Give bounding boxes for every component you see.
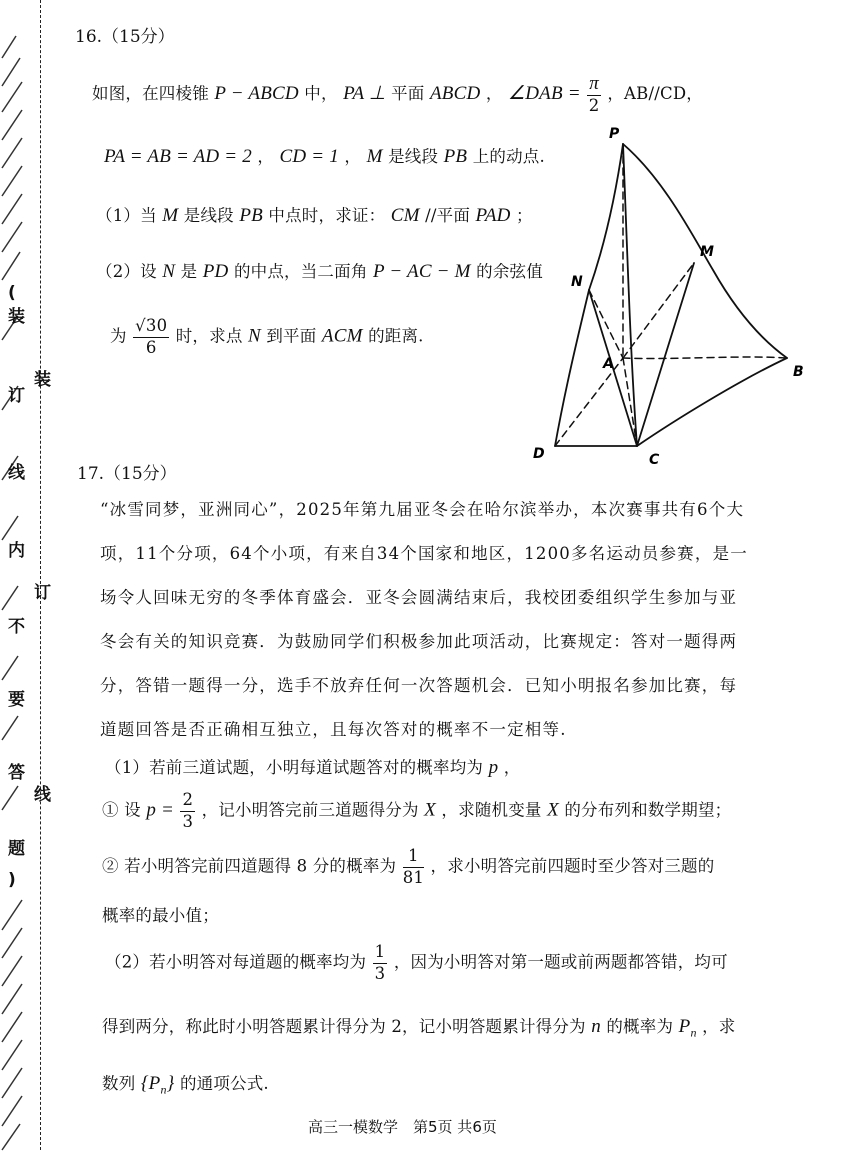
math: X <box>424 799 436 821</box>
text: 如图，在四棱锥 <box>92 83 209 103</box>
binding-char-nei: 内 <box>8 541 25 561</box>
text: ② 若小明答完前四道题得 8 分的概率为 <box>102 856 397 876</box>
text: 数列 <box>102 1074 136 1093</box>
binding-dashed-line <box>40 0 41 1150</box>
one-81st-fraction <box>403 848 424 886</box>
frac-den: 2 <box>588 96 600 115</box>
math: ACM <box>321 325 363 347</box>
text: 中点时，求证： <box>268 206 386 225</box>
q17-part-2-line-2 <box>102 1013 736 1040</box>
q16-line-1 <box>92 74 703 115</box>
math: P <box>678 1016 691 1037</box>
math: M <box>162 205 179 226</box>
text: ，求随机变量 <box>441 800 542 820</box>
label-N: N <box>571 274 583 290</box>
text: ， <box>344 147 362 166</box>
text: ，因为小明答对第一题或前两题都答错，均可 <box>393 952 728 972</box>
q17-para-line-5: 分，答错一题得一分，选手不放弃任何一次答题机会．已知小明报名参加比赛，每 <box>100 676 738 695</box>
edge-AB-dashed <box>623 357 787 358</box>
two-thirds-fraction <box>180 792 195 830</box>
frac-num: 1 <box>373 944 388 964</box>
q16-title: 16.（15分） <box>75 27 175 47</box>
binding-paren-open: ( <box>8 283 16 303</box>
subscript: n <box>690 1025 697 1040</box>
text: ，记小明答完前三道题得分为 <box>201 800 419 820</box>
text: 得到两分，称此时小明答题累计得分为 2，记小明答题累计得分为 <box>102 1017 586 1036</box>
page-footer: 高三一模数学 第5页 共6页 <box>308 1118 497 1136</box>
text: ， <box>257 147 275 166</box>
binding-inner-zhuang: 装 <box>34 370 51 390</box>
text: ，求 <box>702 1017 736 1036</box>
math: PA ⊥ <box>343 82 386 104</box>
text: （1）当 <box>96 206 157 225</box>
subscript: n <box>160 1082 167 1097</box>
text: ① 设 <box>102 800 141 820</box>
binding-inner-ding: 订 <box>34 583 51 603</box>
binding-char-ding: 订 <box>8 386 25 406</box>
text: （2）若小明答对每道题的概率均为 <box>105 952 367 972</box>
math: PAD <box>475 205 511 226</box>
label-C: C <box>649 452 660 468</box>
math: PB <box>443 146 468 167</box>
math: N <box>162 261 176 282</box>
frac-den: 6 <box>145 337 157 357</box>
binding-inner-xian: 线 <box>34 785 51 805</box>
binding-char-da: 答 <box>8 763 25 783</box>
q16-part-2-cont <box>110 318 424 356</box>
text: 是 <box>180 262 198 281</box>
text: （2）设 <box>96 262 157 281</box>
text: 的余弦值 <box>476 262 543 281</box>
text: 时，求点 <box>175 326 243 346</box>
label-B: B <box>793 364 804 380</box>
binding-char-ti: 题 <box>8 839 25 859</box>
text: 中， <box>304 83 338 103</box>
math: {P <box>140 1073 161 1094</box>
math: p = <box>146 799 174 821</box>
one-third-fraction <box>373 944 388 982</box>
text: 的分布列和数学期望； <box>564 800 732 820</box>
sqrt30-over-6-fraction <box>133 318 169 356</box>
frac-num: 2 <box>180 792 195 812</box>
math: X <box>547 799 559 821</box>
q17-part-2-line-3 <box>102 1070 269 1097</box>
text: ，AB//CD， <box>607 83 703 103</box>
frac-den: 81 <box>402 867 425 887</box>
binding-char-xian: 线 <box>8 463 25 483</box>
math: P − AC − M <box>373 261 471 282</box>
math: ABCD <box>429 82 481 104</box>
text: ， <box>485 83 503 103</box>
q17-para-line-3: 场令人回味无穷的冬季体育盛会．亚冬会圆满结束后，我校团委组织学生参加与亚 <box>100 588 738 607</box>
text: 的距离. <box>368 326 424 346</box>
q17-para-line-1: “冰雪同梦，亚洲同心”，2025年第九届亚冬会在哈尔滨举办，本次赛事共有6个大 <box>100 500 745 519</box>
q17-sub-1 <box>102 792 731 830</box>
q17-sub-2 <box>102 848 714 886</box>
math: CM <box>390 205 420 226</box>
frac-num: √30 <box>133 318 169 338</box>
text: ； <box>516 206 533 225</box>
math: M <box>366 146 383 167</box>
label-A: A <box>603 356 614 372</box>
binding-paren-close: ) <box>8 870 16 890</box>
label-M: M <box>700 244 714 260</box>
math: PA = AB = AD = 2 <box>104 146 252 167</box>
margin-hatch <box>0 0 34 1159</box>
text: 的中点，当二面角 <box>233 262 368 281</box>
text: 的通项公式. <box>179 1074 269 1093</box>
frac-den: 3 <box>182 811 194 831</box>
text: （1）若前三道试题，小明每道试题答对的概率均为 <box>105 758 484 777</box>
edge-PN <box>589 144 623 290</box>
text: 上的动点. <box>472 147 545 166</box>
math: p <box>488 757 499 778</box>
q16-line-2 <box>104 143 545 168</box>
q17-sub-2-cont: 概率的最小值； <box>102 906 219 925</box>
math: PB <box>239 205 263 226</box>
text: 是线段 <box>183 206 234 225</box>
text: 为 <box>110 326 127 346</box>
edge-ND <box>555 290 589 446</box>
q16-part-1 <box>96 202 533 227</box>
q17-para-line-2: 项，11个分项，64个小项，有来自34个国家和地区，1200多名运动员参赛，是一 <box>100 544 748 563</box>
math: CD = 1 <box>279 146 339 167</box>
binding-char-yao: 要 <box>8 690 25 710</box>
q17-para-line-6: 道题回答是否正确相互独立，且每次答对的概率不一定相等. <box>100 720 567 739</box>
text: //平面 <box>425 206 471 225</box>
frac-num: π <box>589 73 599 94</box>
text: 的概率为 <box>606 1017 674 1036</box>
q17-part-1-intro <box>105 754 520 779</box>
binding-char-bu: 不 <box>8 617 25 637</box>
q17-part-2 <box>105 944 728 982</box>
math: ∠DAB = <box>507 82 581 104</box>
q17-title: 17.（15分） <box>77 464 177 484</box>
binding-char-zhuang: 装 <box>8 307 25 327</box>
text: 到平面 <box>266 326 317 346</box>
math: n <box>591 1016 601 1037</box>
math: P − ABCD <box>214 82 299 104</box>
pi-over-2-fraction <box>587 74 601 115</box>
label-D: D <box>533 446 545 462</box>
segment-AM-dashed <box>623 263 694 358</box>
text: ， <box>503 758 521 777</box>
text: ，求小明答完前四题时至少答对三题的 <box>430 856 715 876</box>
q17-para-line-4: 冬会有关的知识竞赛．为鼓励同学们积极参加此项活动，比赛规定：答对一题得两 <box>100 632 738 651</box>
label-P: P <box>609 126 620 142</box>
text: 是线段 <box>388 147 439 166</box>
segment-MC <box>637 263 694 446</box>
frac-den: 3 <box>374 963 386 983</box>
frac-num: 1 <box>403 848 424 868</box>
math: } <box>166 1073 175 1094</box>
pyramid-figure <box>525 120 815 470</box>
math: PD <box>202 261 229 282</box>
q16-part-2 <box>96 258 543 283</box>
math: N <box>248 325 261 347</box>
text: 平面 <box>391 83 425 103</box>
